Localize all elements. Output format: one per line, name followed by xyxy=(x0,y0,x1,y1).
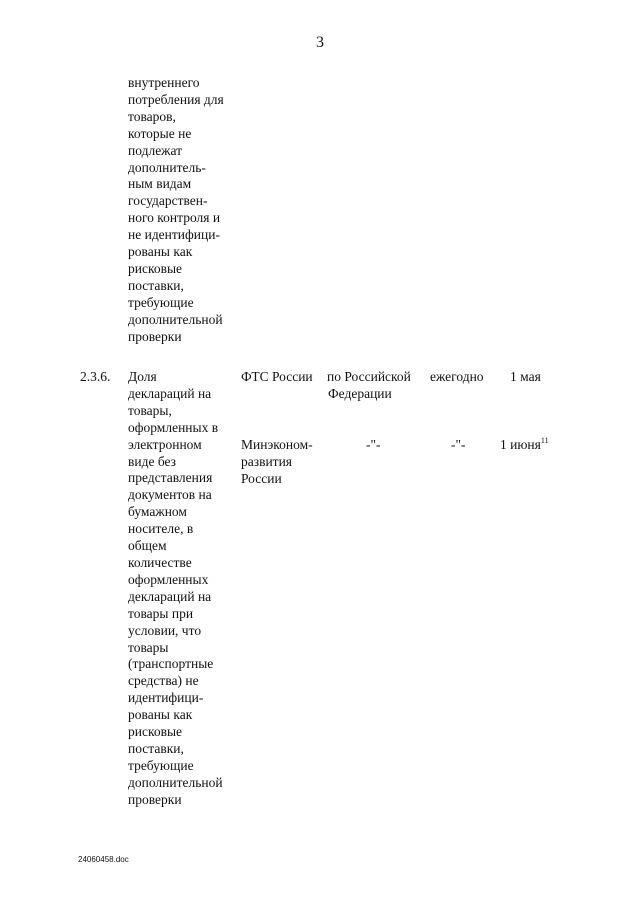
text-line: ного контроля и xyxy=(128,210,221,226)
text-line: бумажном xyxy=(128,504,187,520)
deadline-date-fts: 1 мая xyxy=(510,369,541,384)
text-line: товары при xyxy=(128,605,194,621)
text-line: России xyxy=(241,470,282,486)
text-line: средства) не xyxy=(128,673,199,689)
footnote-marker: 11 xyxy=(540,436,549,445)
text-line: Доля xyxy=(128,369,157,384)
text-line: поставки, xyxy=(128,277,184,293)
row-number: 2.3.6. xyxy=(80,369,111,384)
text-line: количестве xyxy=(128,554,192,570)
text-line: ным видам xyxy=(128,176,192,192)
text-line: рисковые xyxy=(128,260,183,276)
deadline-date-ministry xyxy=(500,437,549,454)
text-line: проверки xyxy=(128,791,182,807)
text-line: товары xyxy=(128,639,169,655)
text-line: оформленных xyxy=(128,571,209,587)
text-line: рисковые xyxy=(128,724,183,740)
text-line: электронном xyxy=(128,436,202,452)
text-line: подлежат xyxy=(128,142,183,158)
territorial-scope xyxy=(327,369,427,403)
text-line: Минэконом- xyxy=(241,437,313,452)
text-line: Федерации xyxy=(328,385,392,401)
text-line: дополнительной xyxy=(128,311,223,327)
text-line: по Российской xyxy=(327,369,411,384)
text-line: требующие xyxy=(128,757,194,773)
responsible-agency-ministry xyxy=(241,437,331,488)
ditto-mark-frequency: -"- xyxy=(451,437,466,452)
ditto-mark-scope: -"- xyxy=(366,437,381,452)
text-line: носителе, в xyxy=(128,521,194,537)
text-line: виде без xyxy=(128,453,177,469)
page-number: 3 xyxy=(316,34,324,51)
indicator-description xyxy=(128,369,238,809)
text-line: документов на xyxy=(128,487,212,503)
text-line: деклараций на xyxy=(128,385,212,401)
text-line: поставки, xyxy=(128,740,184,756)
text-line: товаров, xyxy=(128,108,176,124)
text-line: оформленных в xyxy=(128,419,219,435)
text-line: проверки xyxy=(128,328,182,344)
text-line: которые не xyxy=(128,125,192,141)
text-line: потребления для xyxy=(128,91,224,107)
text-line: не идентифици- xyxy=(128,227,220,243)
text-line: (транспортные xyxy=(128,656,214,672)
text-line: деклараций на xyxy=(128,588,212,604)
text-line: рованы как xyxy=(128,707,193,723)
continued-description xyxy=(128,75,238,346)
date-text: 1 июня xyxy=(500,437,541,452)
text-line: развития xyxy=(241,453,293,469)
responsible-agency-fts: ФТС России xyxy=(241,369,313,384)
text-line: дополнитель- xyxy=(128,159,206,175)
text-line: товары, xyxy=(128,402,172,418)
text-line: условии, что xyxy=(128,622,202,638)
text-line: рованы как xyxy=(128,244,193,260)
text-line: представления xyxy=(128,470,213,486)
file-name-footer: 24060458.doc xyxy=(78,855,129,864)
text-line: идентифици- xyxy=(128,690,204,706)
text-line: дополнительной xyxy=(128,774,223,790)
reporting-frequency: ежегодно xyxy=(430,369,484,384)
text-line: требующие xyxy=(128,294,194,310)
text-line: государствен- xyxy=(128,193,208,209)
text-line: общем xyxy=(128,538,167,554)
text-line: внутреннего xyxy=(128,75,200,90)
